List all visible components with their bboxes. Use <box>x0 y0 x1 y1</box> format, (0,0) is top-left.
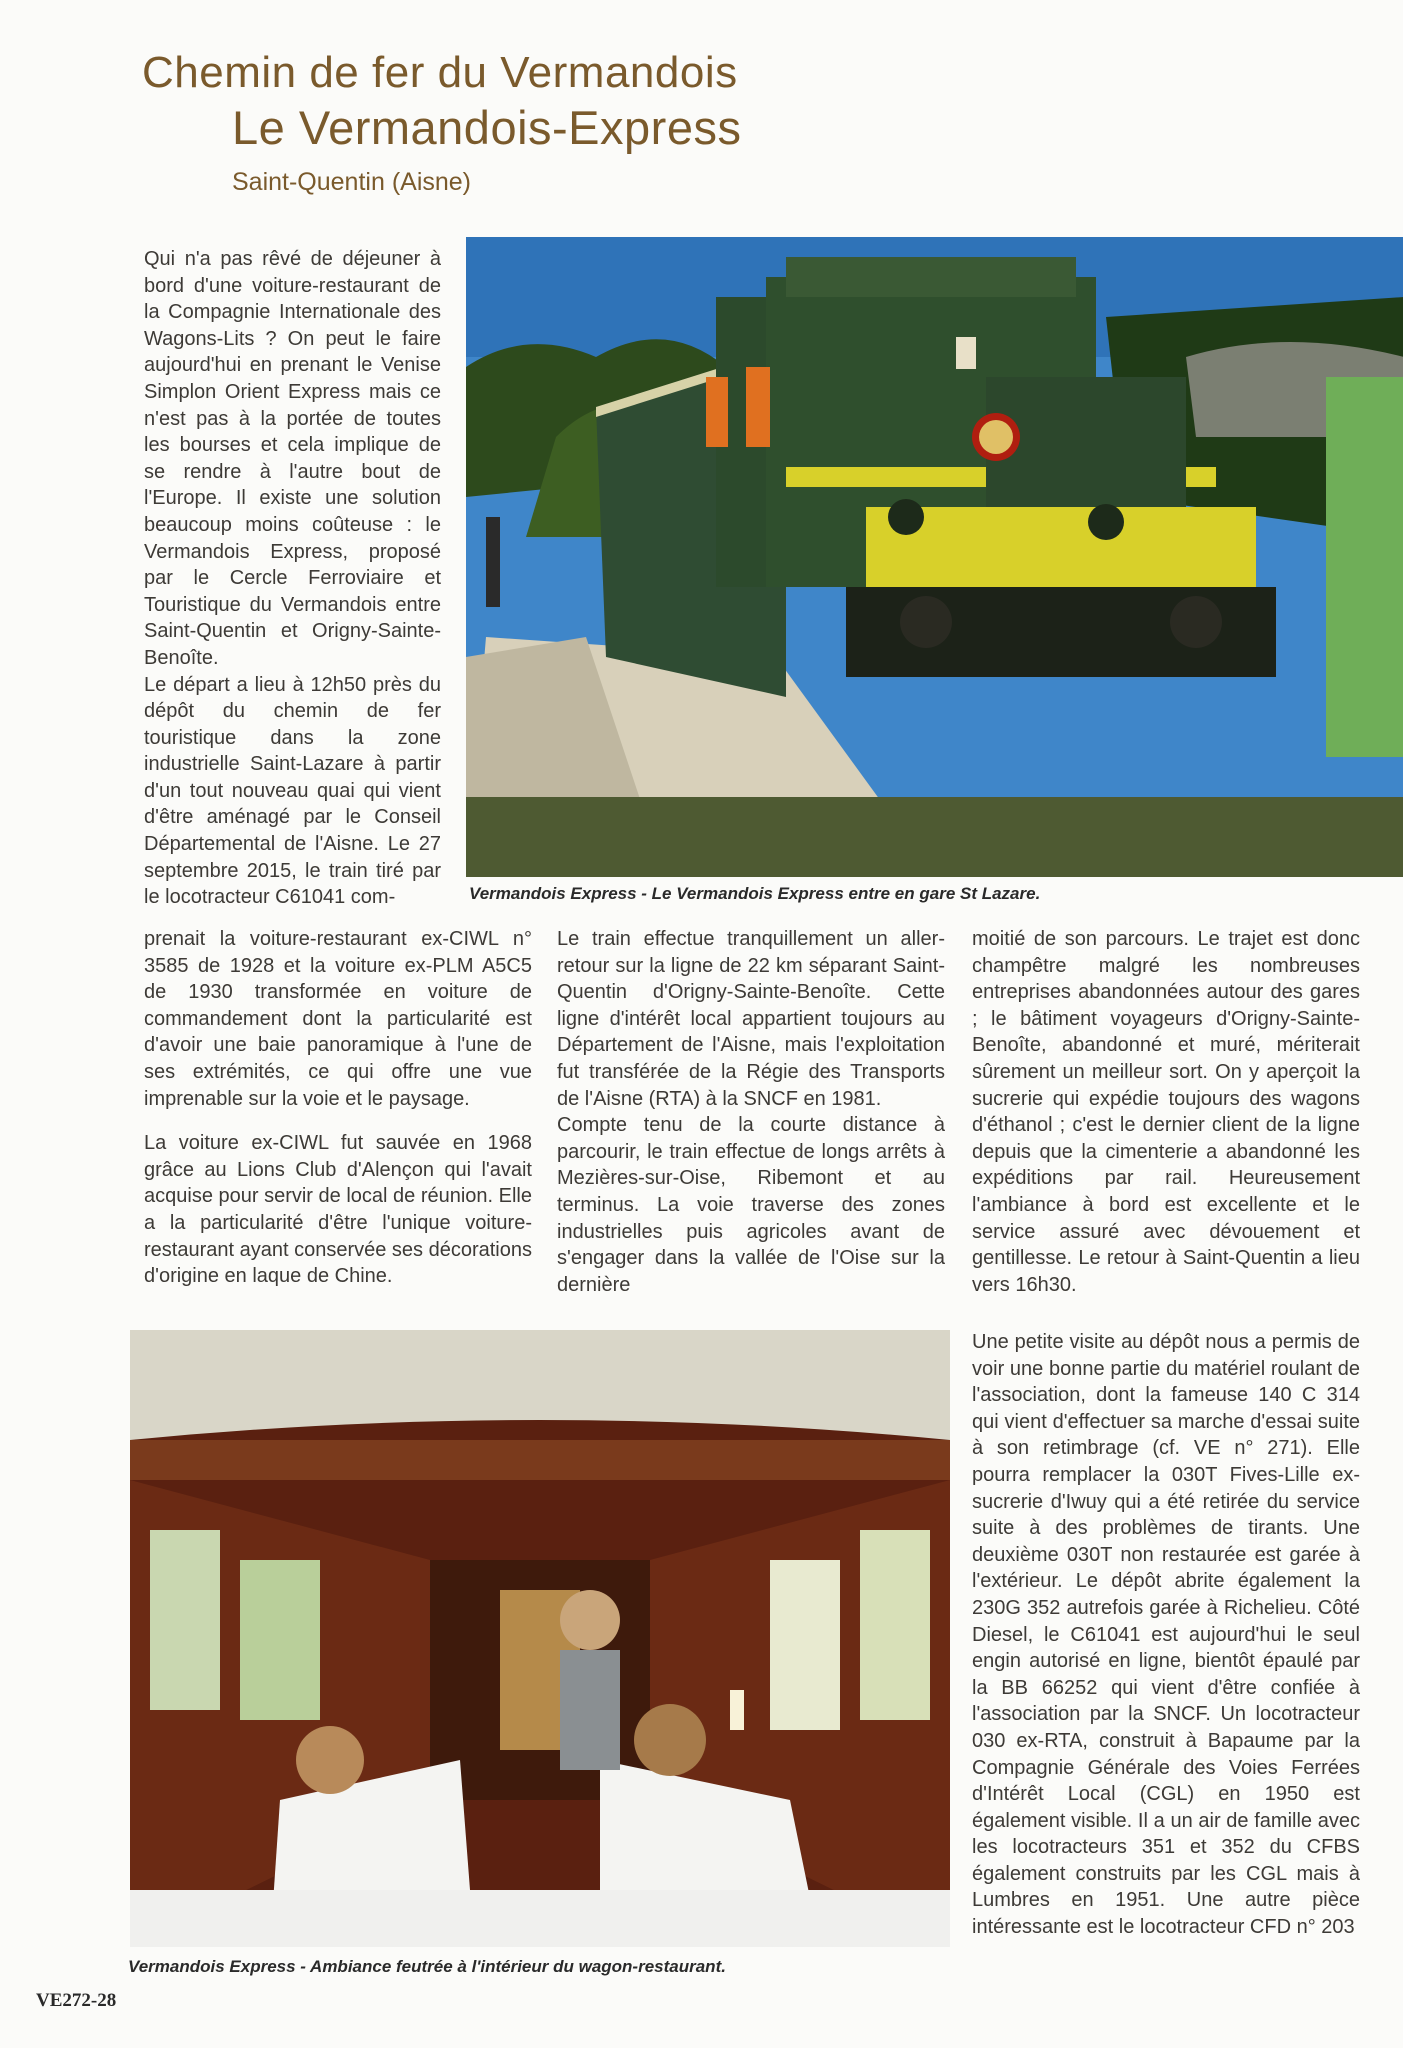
paragraph-parcours: Compte tenu de la courte distance à parcourir, le train effectue de longs arrêts à Mezières-sur-Oise, Ribemont et au terminus. La voie traverse des zones industrielles puis agricoles avant de s'engager dans la vallée de l'Oise sur la dernière <box>557 1114 945 1296</box>
paragraph-intro: Qui n'a pas rêvé de déjeuner à bord d'une voiture-restaurant de la Compagnie Internationale des Wagons-Lits ? On peut le faire aujourd'hui en prenant le Venise Simplon Orient Express mais ce n'est pas à la portée de toutes les bourses et cela implique de se rendre à l'autre bout de l'Europe. Il existe une solution beaucoup moins coûteuse : le Vermandois Express, proposé par le Cercle Ferroviaire et Touristique du Vermandois entre Saint-Quentin et Origny-Sainte-Benoîte. <box>144 248 441 669</box>
photo-dining-car <box>130 1330 950 1947</box>
paragraph-voitures: prenait la voiture-restaurant ex-CIWL n° 3585 de 1928 et la voiture ex-PLM A5C5 de 1930 transformée en voiture de commandement dont la particularité est d'avoir une baie panoramique à l'une de ses extrémités, ce qui offre une vue imprenable sur la voie et le paysage. <box>144 928 532 1110</box>
photo-dining-car-caption: Vermandois Express - Ambiance feutrée à l'intérieur du wagon-restaurant. <box>128 1957 726 1976</box>
article-column-1-top <box>144 246 441 911</box>
locomotive-illustration <box>466 237 1403 877</box>
paragraph-ciwl: La voiture ex-CIWL fut sauvée en 1968 grâce au Lions Club d'Alençon qui l'avait acquise pour servir de local de réunion. Elle a la particularité d'être l'unique voiture-restaurant ayant conservée ses décorations d'origine en laque de Chine. <box>144 1132 532 1288</box>
paragraph-ligne: Le train effectue tranquillement un aller-retour sur la ligne de 22 km séparant Saint-Quentin d'Origny-Sainte-Benoîte. Cette ligne d'intérêt local appartient toujours au Département de l'Aisne, mais l'exploitation fut transférée de la Régie des Transports de l'Aisne (RTA) à la SNCF en 1981. <box>557 928 945 1110</box>
photo-locomotive <box>466 237 1403 877</box>
article-column-2 <box>557 926 945 1298</box>
paragraph-depot: Une petite visite au dépôt nous a permis de voir une bonne partie du matériel roulant de l'association, dont la fameuse 140 C 314 qui vient d'effectuer sa marche d'essai suite à son retimbrage (cf. VE n° 271). Elle pourra remplacer la 030T Fives-Lille ex-sucrerie d'Iwuy qui a été retirée du service suite à des problèmes de tirants. Une deuxième 030T non restaurée est garée à l'extérieur. Le dépôt abrite également la 230G 352 autrefois garée à Richelieu. Côté Diesel, le C61041 est aujourd'hui le seul engin autorisé en ligne, bientôt épaulé par la BB 66252 qui vient d'être confiée à l'association par la SNCF. Un locotracteur 030 ex-RTA, construit à Bapaume par la Compagnie Générale des Voies Ferrées d'Intérêt Local (CGL) en 1950 est également visible. Il a un air de famille avec les locotracteurs 351 et 352 du CFBS également construits par les CGL mais à Lumbres en 1951. Une autre pièce intéressante est le locotracteur CFD n° 203 <box>972 1331 1360 1939</box>
article-subtitle: Saint-Quentin (Aisne) <box>232 168 472 196</box>
article-title: Le Vermandois-Express <box>232 101 742 154</box>
article-column-3-top <box>972 926 1360 1298</box>
page-folio: VE272-28 <box>36 1990 117 2011</box>
dining-car-illustration <box>130 1330 950 1947</box>
article-column-3-bottom <box>972 1329 1360 1941</box>
paragraph-trajet: moitié de son parcours. Le trajet est donc champêtre malgré les nombreuses entreprises abandonnées autour des gares ; le bâtiment voyageurs d'Origny-Sainte-Benoîte, abandonné et muré, mériterait sûrement un meilleur sort. On y aperçoit la sucrerie qui expédie toujours des wagons d'éthanol ; c'est le dernier client de la ligne depuis que la cimenterie a abandonné les expéditions par rail. Heureusement l'ambiance à bord est excellente et le service assuré avec dévouement et gentillesse. Le retour à Saint-Quentin a lieu vers 16h30. <box>972 928 1360 1296</box>
article-column-1-bottom <box>144 926 532 1290</box>
paragraph-depart: Le départ a lieu à 12h50 près du dépôt du chemin de fer touristique dans la zone industrielle Saint-Lazare à partir d'un tout nouveau quai qui vient d'être aménagé par le Conseil Départemental de l'Aisne. Le 27 septembre 2015, le train tiré par le locotracteur C61041 com- <box>144 673 441 909</box>
page-title: Chemin de fer du Vermandois <box>142 48 738 97</box>
photo-locomotive-caption: Vermandois Express - Le Vermandois Express entre en gare St Lazare. <box>469 884 1041 903</box>
